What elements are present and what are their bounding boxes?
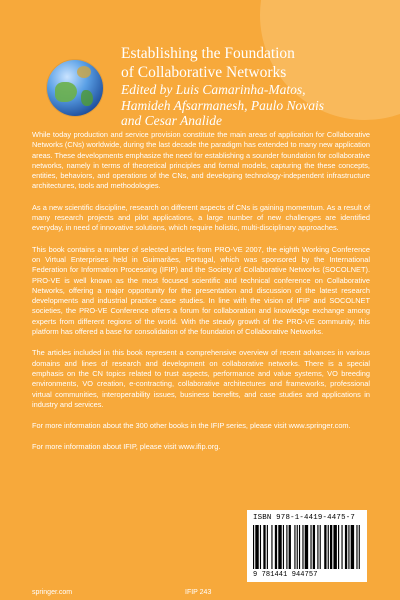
barcode-bar — [338, 525, 339, 569]
barcode-digits: 9 781441 944757 — [253, 571, 318, 579]
barcode-bar — [297, 525, 298, 569]
barcode-bar — [302, 525, 303, 569]
title-line: of Collaborative Networks — [121, 64, 287, 81]
barcode-bar — [324, 525, 326, 569]
barcode-bar — [278, 525, 281, 569]
barcode-bar — [310, 525, 311, 569]
barcode-bar — [317, 525, 318, 569]
barcode-bar — [260, 525, 261, 569]
barcode-bar — [275, 525, 277, 569]
barcode-bar — [289, 525, 291, 569]
publisher-link: springer.com — [32, 589, 73, 596]
barcode-bar — [286, 525, 287, 569]
barcode-bar — [348, 525, 349, 569]
barcode-bar — [345, 525, 347, 569]
barcode-bar — [267, 525, 268, 569]
blurb-paragraph: The articles included in this book represent a comprehensive overview of recent advances in various domains and lines of research and development on collaborative networks. There is a special emphasis on the CN topics related to trust aspects, performance and value systems, VO breeding environments, VO creation, e-contracting, collaborative architectures and frameworks, professional virtual communities, interoperability issues, business benefits, and case studies and applications in industry and services. — [32, 348, 370, 409]
barcode-bar — [255, 525, 258, 569]
blurb-paragraph: For more information about the 300 other books in the IFIP series, please visit www.springer.com. — [32, 421, 351, 431]
barcode-bars — [253, 525, 361, 569]
barcode-bar — [253, 525, 254, 569]
series-label: IFIP 243 — [185, 589, 212, 596]
editors-line: Hamideh Afsarmanesh, Paulo Novais — [121, 97, 324, 113]
editors-line: and Cesar Analide — [121, 113, 222, 128]
barcode-bar — [271, 525, 272, 569]
barcode-bar — [299, 525, 300, 569]
barcode-bar — [263, 525, 265, 569]
barcode-bar — [333, 525, 336, 569]
barcode-bar — [359, 525, 360, 569]
globe-landmass — [55, 82, 77, 102]
globe-landmass — [77, 66, 91, 78]
globe-landmass — [81, 90, 93, 106]
barcode-bar — [356, 525, 357, 569]
book-title — [121, 44, 389, 82]
barcode-bar — [351, 525, 354, 569]
title-line: Establishing the Foundation — [121, 45, 295, 62]
blurb-paragraph: For more information about IFIP, please visit www.ifip.org. — [32, 442, 221, 452]
blurb-paragraph: While today production and service provision constitute the main areas of application for Collaborative Networks (CNs) worldwide, during the last decade the paradigm has extended to many new application areas. These developments emphasize the need for establishing a sounder foundation for collaborative networks, namely in terms of theoretical principles and formal models, capturing the these concepts, entities, behaviors, and operations of the CNs, and developing technology-independent infrastructure architectures, tools and methodologies. — [32, 130, 370, 191]
editors-line: Edited by Luis Camarinha-Matos, — [121, 82, 306, 97]
barcode-bar — [313, 525, 315, 569]
barcode-bar — [341, 525, 342, 569]
barcode-bar — [283, 525, 284, 569]
barcode-bar — [320, 525, 321, 569]
barcode-bar — [328, 525, 329, 569]
isbn-barcode — [247, 510, 367, 582]
barcode-bar — [305, 525, 308, 569]
blurb — [32, 130, 370, 464]
barcode-bar — [330, 525, 332, 569]
barcode-bar — [294, 525, 295, 569]
globe-icon — [47, 60, 103, 116]
editors — [121, 82, 391, 129]
blurb-paragraph: This book contains a number of selected articles from PRO-VE 2007, the eighth Working Conference on Virtual Enterprises held in Guimarães, Portugal, which was sponsored by the International Federation for Information Processing (IFIP) and the Society of Collaborative Networks (SOCOLNET). PRO-VE is well known as the most focused scientific and technical conference on Collaborative Networks, offering a major opportunity for the presentation and discussion of the latest research developments and industrial practice case studies. In line with the vision of IFIP and SOCOLNET societies, the PRO-VE Conference offers a forum for collaboration and knowledge exchange among experts from different regions of the world. With the steady growth of the PRO-VE community, this platform has offered a base for consolidation of the foundation of Collaborative Networks. — [32, 244, 370, 337]
blurb-paragraph: As a new scientific discipline, research on different aspects of CNs is gaining momentum. As a result of many research projects and pilot applications, a large number of new challenges are identified everyday, in need of innovative solutions, which require holistic, multi-disciplinary approaches. — [32, 202, 370, 233]
isbn-label: ISBN 978-1-4419-4475-7 — [253, 514, 355, 522]
